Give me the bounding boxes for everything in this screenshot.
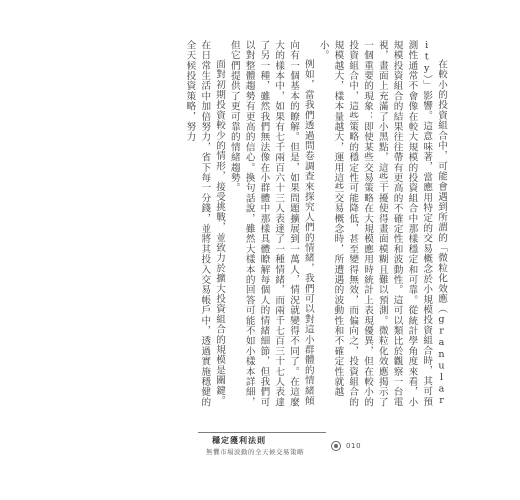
paragraph-3: 面對初期投資較少的情形，接受挑戰，並致力於擴大投資組合的規模是關鍵。在日常生活中加倍努力，省下每一分錢，並將其投入交易帳戶中，透過實施穩健的全天候投資策略，努力: [184, 40, 226, 408]
book-title: 穩定獲利法則: [212, 436, 266, 445]
page-number: 010: [346, 442, 362, 450]
book-subtitle: 無懼市場波動的全天候交易策略: [206, 448, 304, 456]
paragraph-2: 例如，當我們透過問卷調查來探究人們的情緒，我們可以對這小群體的情緒傾向有一個基本的瞭解。但是，如果問題擴展到一萬人，情況就變得不同了。在這麼大的樣本中，如果有七千兩百六十三人表達了一種情緒，而兩千七百三十七人表達了另一種，雖然我們無法像在小群體中那樣具體瞭解每個人的情緒細節，但我們可以對整體趨勢有更高的信心。換句話說，雖然大樣本的回答可能不如小樣本詳細，但它們提供了更可靠的情緒趨勢。: [228, 40, 314, 408]
footer-rule: [198, 432, 326, 433]
vertical-text-column: [182, 40, 448, 412]
paragraph-1: 在較小的投資組合中，可能會遇到所謂的「微粒化效應（granularity）」影響。這意味著，當應用特定的交易概念於小規模投資組合時，其可預測性通常不會像在較大規模的投資組合中那樣穩定和可靠。從統計學角度來看，小規模投資組合的結果往往帶有更高的不確定性和波動性。這可以類比於觀察一台電視，畫面上充滿了小黑點，這些干擾使得畫面模糊且難以預測。微粒化效應揭示了一個重要的現象：即使某些交易策略在大規模應用時統計上表現優異，但在較小的投資組合中，這些策略的穩定性可能降低，甚至變得無效，而偏向之，投資組合的規模越大，樣本量越大，運用這些交易概念時，所遭遇的波動性和不確定性就越小。: [317, 40, 447, 408]
body-text: [74, 40, 448, 412]
page-footer: [0, 426, 520, 466]
circle-ornament-icon: [331, 441, 341, 451]
